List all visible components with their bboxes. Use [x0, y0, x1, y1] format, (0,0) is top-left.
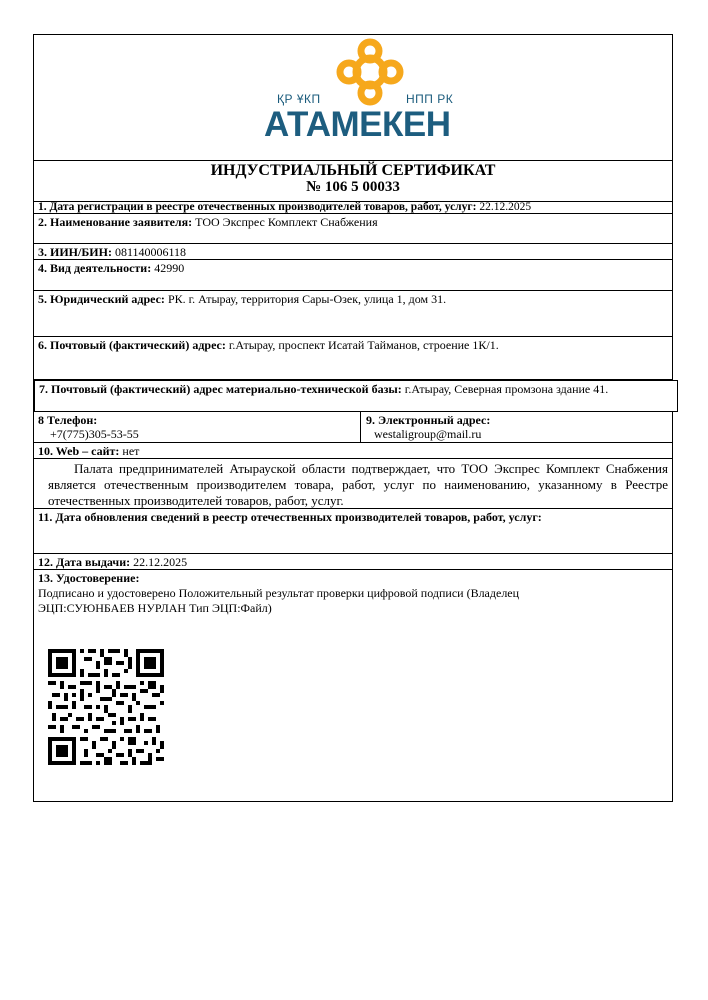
- field-applicant-name: 2. Наименование заявителя: ТОО Экспрес Комплект Снабжения: [34, 214, 672, 244]
- logo-header: [34, 35, 672, 161]
- field-legal-address: 5. Юридический адрес: РК. г. Атырау, территория Сары-Озек, улица 1, дом 31.: [34, 291, 672, 337]
- certificate-number: № 106 5 00033: [306, 179, 400, 195]
- signature-line-2: ЭЦП:СУЮНБАЕВ НУРЛАН Тип ЭЦП:Файл): [38, 601, 272, 615]
- field-website: 10. Web – сайт: нет: [34, 443, 672, 459]
- logo-brand: АТАМЕКЕН: [264, 105, 451, 144]
- field-issue-date: 12. Дата выдачи: 22.12.2025: [34, 554, 672, 570]
- signature-line-1: Подписано и удостоверено Положительный результат проверки цифровой подписи (Владелец: [38, 586, 520, 600]
- qr-code-icon: [48, 649, 164, 765]
- contacts-row: [34, 412, 672, 443]
- field-iin-bin: 3. ИИН/БИН: 081140006118: [34, 244, 672, 260]
- logo-left-text: ҚР ҰКП: [277, 92, 321, 106]
- field-postal-address: 6. Почтовый (фактический) адрес: г.Атырау, проспект Исатай Тайманов, строение 1К/1.: [34, 337, 672, 380]
- field-activity: 4. Вид деятельности: 42990: [34, 260, 672, 291]
- field-certification-label: 13. Удостоверение:: [38, 571, 140, 585]
- title-block: [34, 161, 672, 202]
- field-update-date: 11. Дата обновления сведений в реестр отечественных производителей товаров, работ, услуг:: [34, 509, 672, 554]
- confirmation-text: Палата предпринимателей Атырауской области подтверждает, что ТОО Экспрес Комплект Снабжения является отечественным производителем товара, работ, услуг по наименованию, указанному в Реестре отечественных производителей товаров, работ, услуг.: [34, 459, 672, 509]
- field-email: 9. Электронный адрес: westaligroup@mail.ru: [366, 413, 491, 441]
- field-base-address: 7. Почтовый (фактический) адрес материально-технической базы: г.Атырау, Северная промзона здание 41.: [34, 380, 678, 412]
- certificate-title: ИНДУСТРИАЛЬНЫЙ СЕРТИФИКАТ: [210, 162, 496, 179]
- field-phone: 8 Телефон: +7(775)305-53-55: [34, 412, 361, 442]
- field-registration-date: 1. Дата регистрации в реестре отечественных производителей товаров, работ, услуг: 22.12.2025: [34, 201, 672, 214]
- certificate-frame: [33, 34, 673, 802]
- logo-right-text: НПП РК: [406, 92, 454, 106]
